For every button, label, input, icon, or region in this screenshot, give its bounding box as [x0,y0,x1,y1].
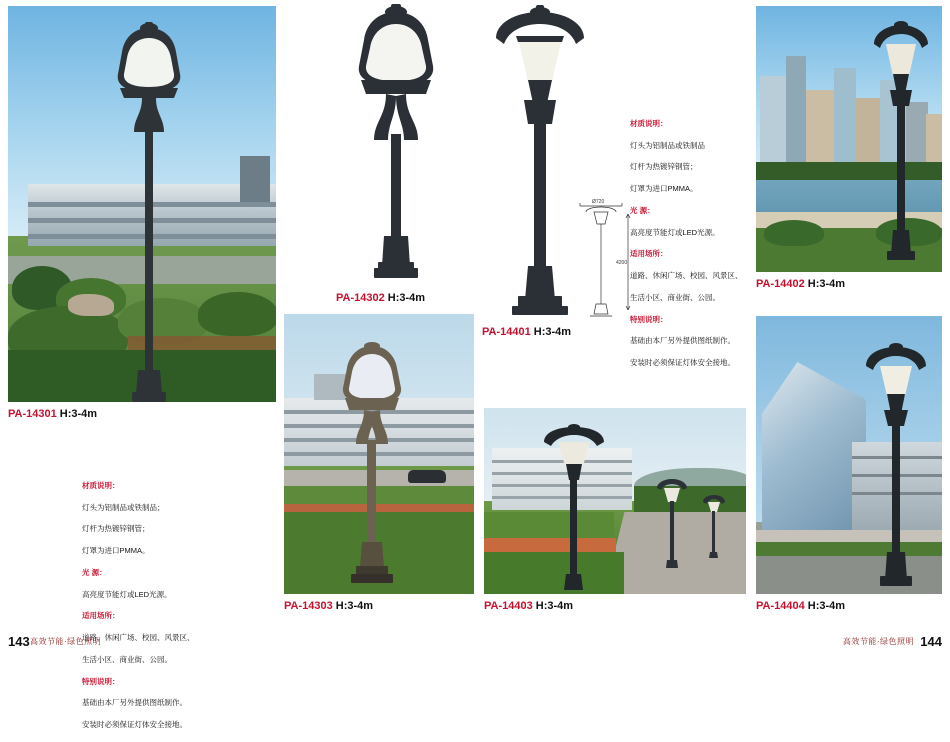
spec-right-line-0: 材质说明： [630,118,668,128]
product-code-pa-14402: PA-14402 [756,278,805,290]
spec-left-line-4: 光 源： [82,567,107,577]
caption-pa-14303 [284,600,373,612]
spec-right-line-11: 安装时必须保证灯体安全接地。 [630,358,735,368]
caption-pa-14302 [336,292,425,304]
caption-pa-14402 [756,278,845,290]
page-number-right: 144 [920,634,942,649]
spec-right-line-1: 灯头为铝制品或铁制品 [630,140,705,150]
spec-block-left [82,470,272,742]
spec-right-line-5: 高亮度节能灯或LED光源。 [630,227,720,237]
product-height-pa-14403: H:3-4m [535,600,574,612]
product-code-pa-14403: PA-14403 [484,600,533,612]
spec-left-line-0: 材质说明： [82,480,120,490]
product-height-pa-14303: H:3-4m [335,600,374,612]
product-drawing-pa-14302 [336,4,456,290]
spec-right-line-6: 适用场所： [630,249,668,259]
product-photo-pa-14303 [284,314,474,594]
spec-left-line-6: 适用场所： [82,611,120,621]
spec-left-line-10: 基础由本厂另外提供图纸制作。 [82,698,187,708]
product-height-pa-14301: H:3-4m [59,408,98,420]
product-code-pa-14401: PA-14401 [482,326,531,338]
product-code-pa-14303: PA-14303 [284,600,333,612]
product-height-pa-14404: H:3-4m [807,600,846,612]
spec-left-line-7: 道路、休闲广场、校园、风景区、 [82,633,195,643]
caption-pa-14301 [8,408,97,420]
caption-pa-14404 [756,600,845,612]
footer-slogan-left: 高效节能·绿色照明 [30,637,102,646]
product-code-pa-14404: PA-14404 [756,600,805,612]
svg-text:4200: 4200 [616,260,628,266]
spec-right-line-4: 光 源： [630,205,655,215]
product-height-pa-14402: H:3-4m [807,278,846,290]
spec-right-line-7: 道路、休闲广场、校园、风景区、 [630,271,743,281]
spec-right-line-8: 生活小区、商业街、公园。 [630,292,720,302]
spec-right-line-2: 灯杆为热镀锌钢管； [630,162,698,172]
product-code-pa-14301: PA-14301 [8,408,57,420]
product-photo-pa-14403 [484,408,746,594]
spec-left-line-3: 灯罩为进口PMMA。 [82,546,150,556]
caption-pa-14401 [482,326,571,338]
product-photo-pa-14402 [756,6,942,272]
footer-slogan-right: 高效节能·绿色照明 [842,637,914,646]
spec-left-line-8: 生活小区、商业街、公园。 [82,654,172,664]
spec-left-line-1: 灯头为铝制品或铁制品； [82,502,165,512]
product-height-pa-14302: H:3-4m [387,292,426,304]
spec-right-line-10: 基础由本厂另外提供图纸制作。 [630,336,735,346]
technical-drawing [566,198,636,324]
spec-right-line-3: 灯罩为进口PMMA。 [630,184,698,194]
product-height-pa-14401: H:3-4m [533,326,572,338]
spec-left-line-11: 安装时必须保证灯体安全接地。 [82,720,187,730]
spec-right-line-9: 特别说明： [630,314,668,324]
caption-pa-14403 [484,600,573,612]
spec-left-line-2: 灯杆为热镀锌钢管； [82,524,150,534]
spec-left-line-5: 高亮度节能灯或LED光源。 [82,589,172,599]
product-photo-pa-14301 [8,6,276,402]
spec-left-line-9: 特别说明： [82,676,120,686]
page-number-left: 143 [8,634,30,649]
product-code-pa-14302: PA-14302 [336,292,385,304]
svg-text:Ø720: Ø720 [592,199,605,205]
product-photo-pa-14404 [756,316,942,594]
